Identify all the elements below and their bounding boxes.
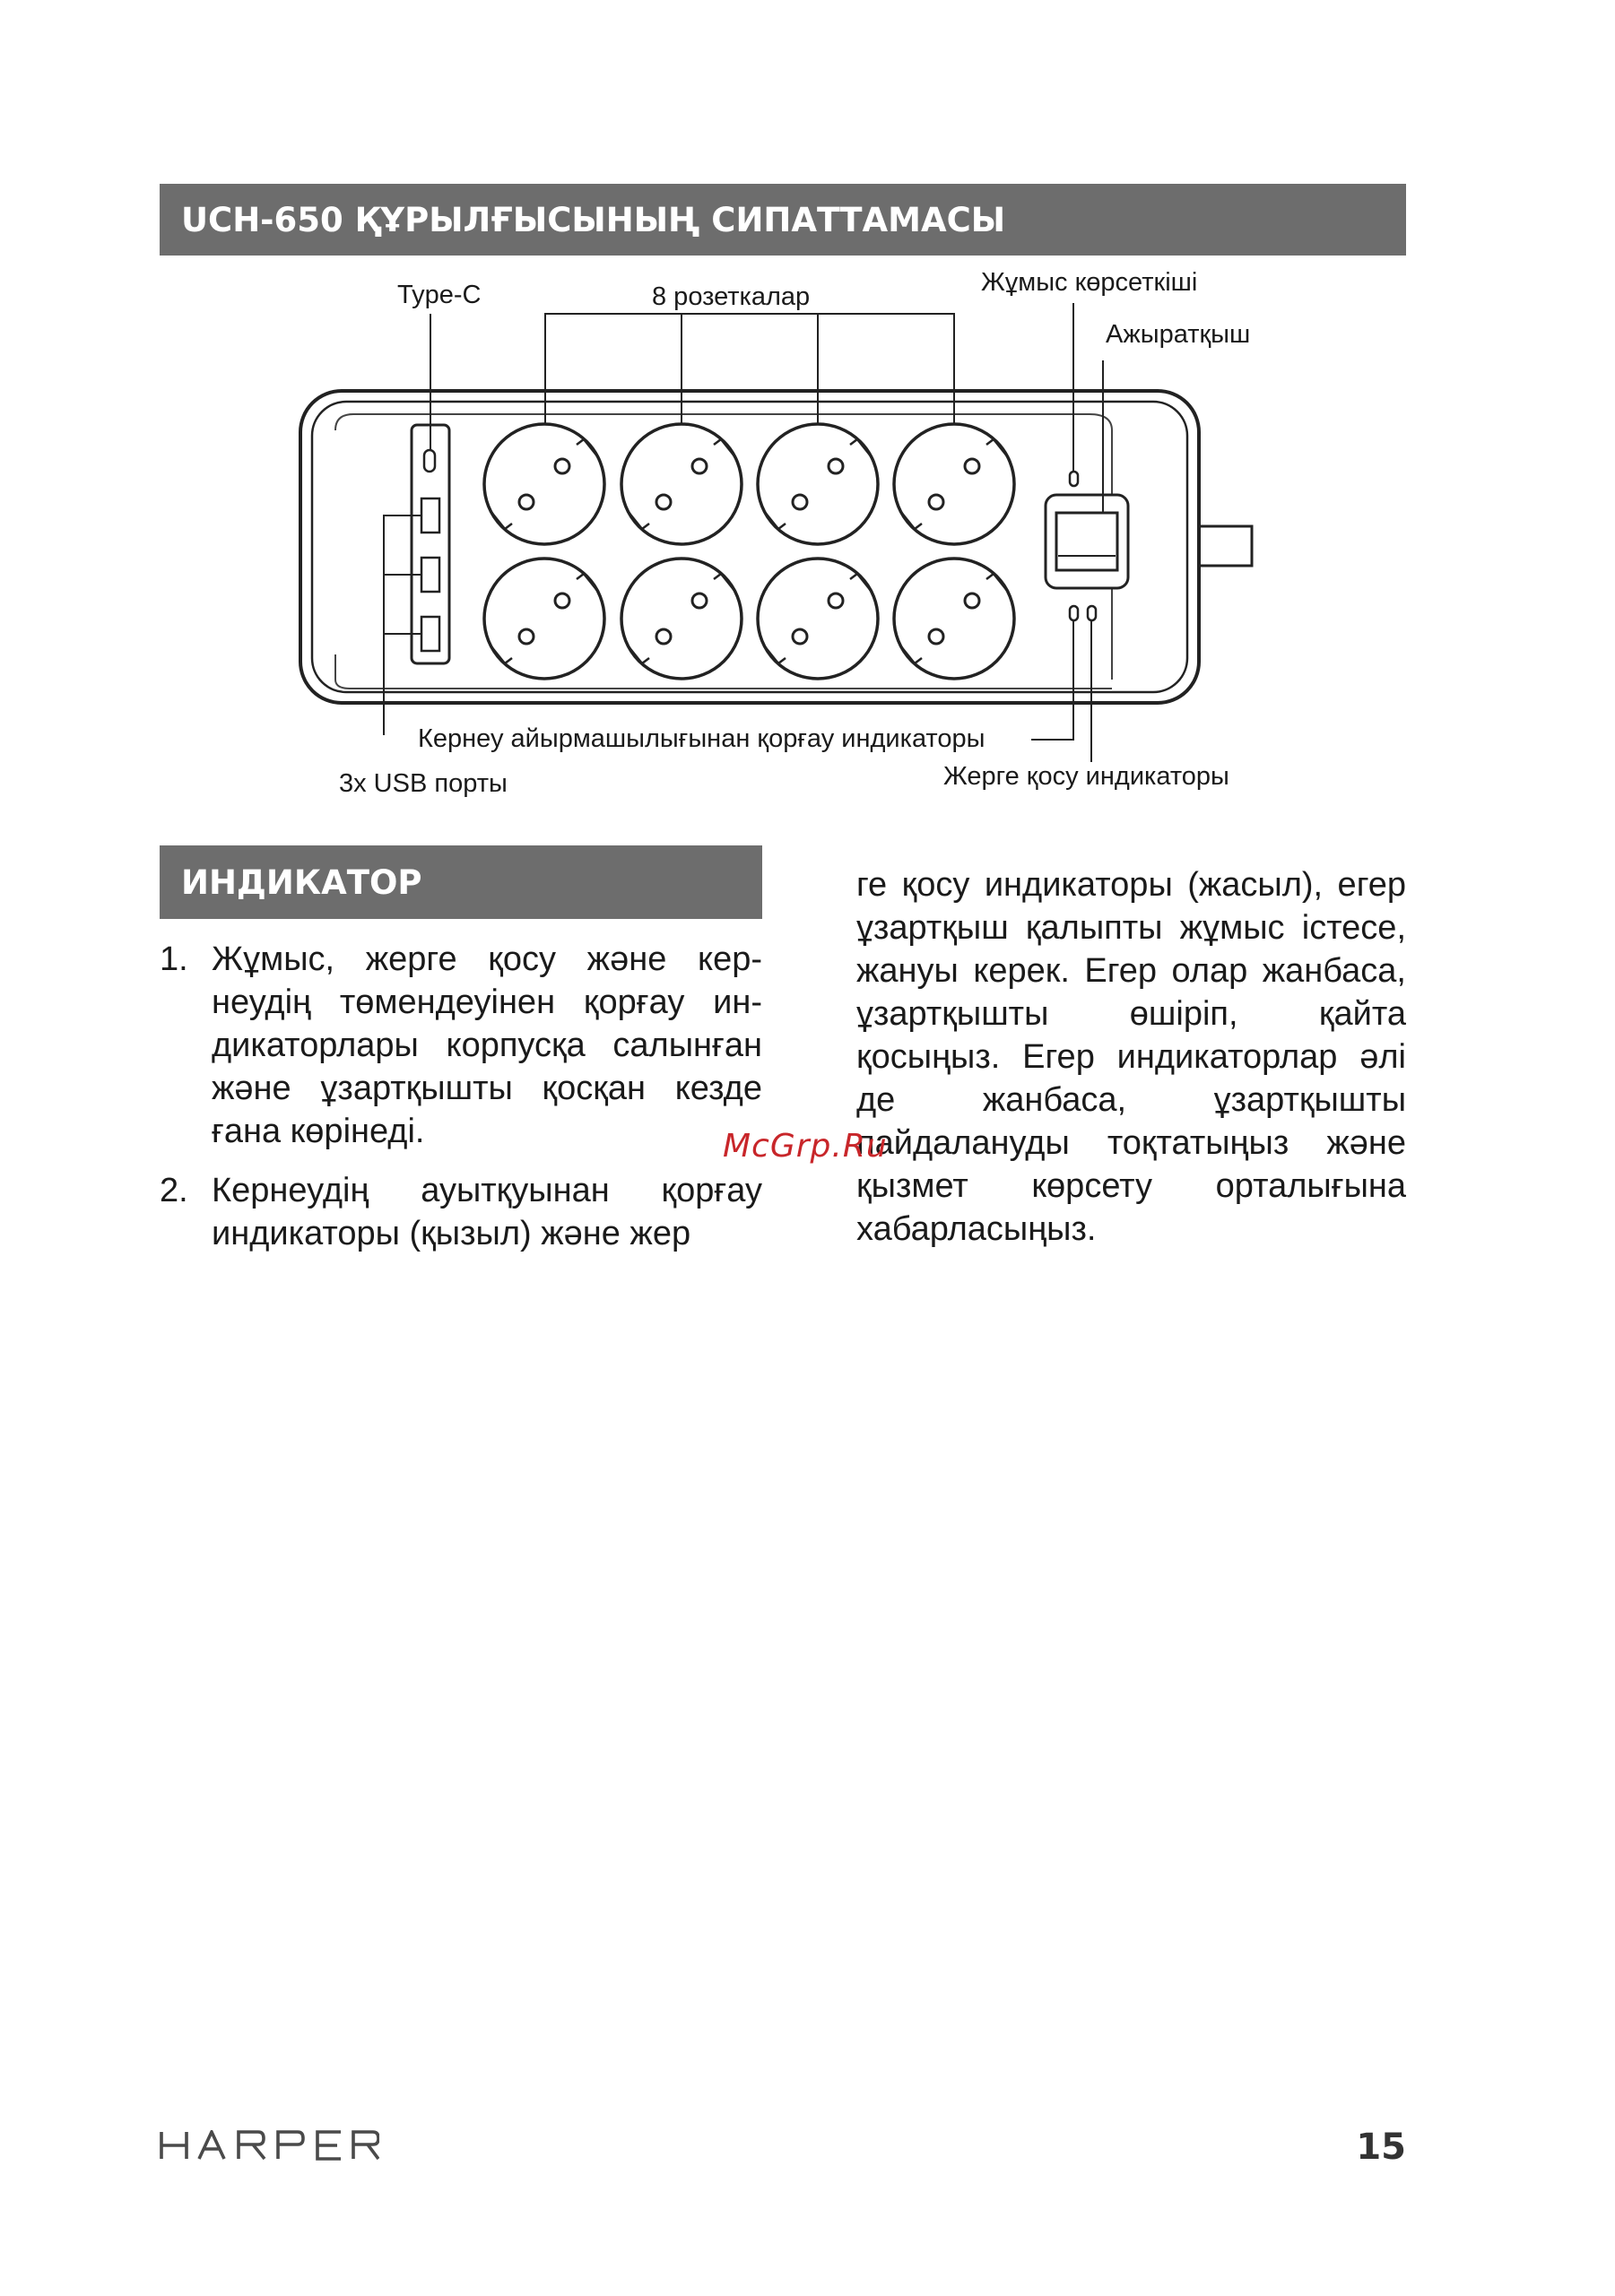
indicator-list xyxy=(160,938,762,1271)
list-item xyxy=(160,938,762,1153)
socket-5 xyxy=(484,559,604,679)
socket-8 xyxy=(894,559,1014,679)
list-item-number: 2. xyxy=(160,1172,188,1209)
label-power-indicator: Жұмыс көрсеткіші xyxy=(981,268,1198,297)
list-item-text: Кернеудің ауытқуынан қорғау индикаторы (қызыл) және жер xyxy=(212,1172,762,1252)
socket-1 xyxy=(484,424,604,544)
continuation-text: ге қосу индикаторы (жасыл), егер ұзартқыш қалыпты жұмыс істесе, жануы керек. Егер олар жанбаса, ұзартқышты өшіріп, қайта қосыңыз. Егер индикаторлар әлі де жанбаса, ұзартқышты пайдалануды тоқтатыңыз және қызмет көрсету орталығына хабарласыңыз. xyxy=(856,866,1406,1248)
socket-4 xyxy=(894,424,1014,544)
socket-3 xyxy=(758,424,878,544)
label-type-c: Type-C xyxy=(397,281,482,309)
page-title xyxy=(160,184,1406,256)
brand-logo-graphic xyxy=(160,2130,379,2161)
indicator-continuation xyxy=(856,863,1406,1251)
list-item-text: Жұмыс, жерге қосу және кернеудің төмендеуінен қорғау индикаторлары корпусқа салынған және ұзартқышты қосқан кезде ғана көрінеді. xyxy=(212,940,762,1150)
watermark: McGrp.Ru xyxy=(723,1128,888,1165)
section-title-text: ИНДИКАТОР xyxy=(181,862,422,902)
power-cord xyxy=(1193,526,1252,566)
socket-6 xyxy=(621,559,742,679)
port-panel xyxy=(412,425,449,663)
label-usb: 3x USB порты xyxy=(339,769,508,798)
socket-7 xyxy=(758,559,878,679)
label-surge-indicator: Кернеу айырмашылығынан қорғау индикаторы xyxy=(418,724,985,753)
label-sockets: 8 розеткалар xyxy=(652,282,811,311)
power-strip-diagram xyxy=(0,260,1615,834)
page-title-text: UCH-650 ҚҰРЫЛҒЫСЫНЫҢ СИПАТТАМАСЫ xyxy=(181,200,1006,239)
label-ground-indicator: Жерге қосу индикаторы xyxy=(943,762,1229,791)
socket-2 xyxy=(621,424,742,544)
list-item xyxy=(160,1169,762,1255)
section-title-indicator xyxy=(160,845,762,919)
page-number: 15 xyxy=(1356,2127,1406,2168)
brand-logo xyxy=(160,2130,379,2165)
power-switch xyxy=(1056,513,1117,570)
list-item-number: 1. xyxy=(160,940,188,978)
label-switch: Ажыратқыш xyxy=(1106,320,1251,349)
